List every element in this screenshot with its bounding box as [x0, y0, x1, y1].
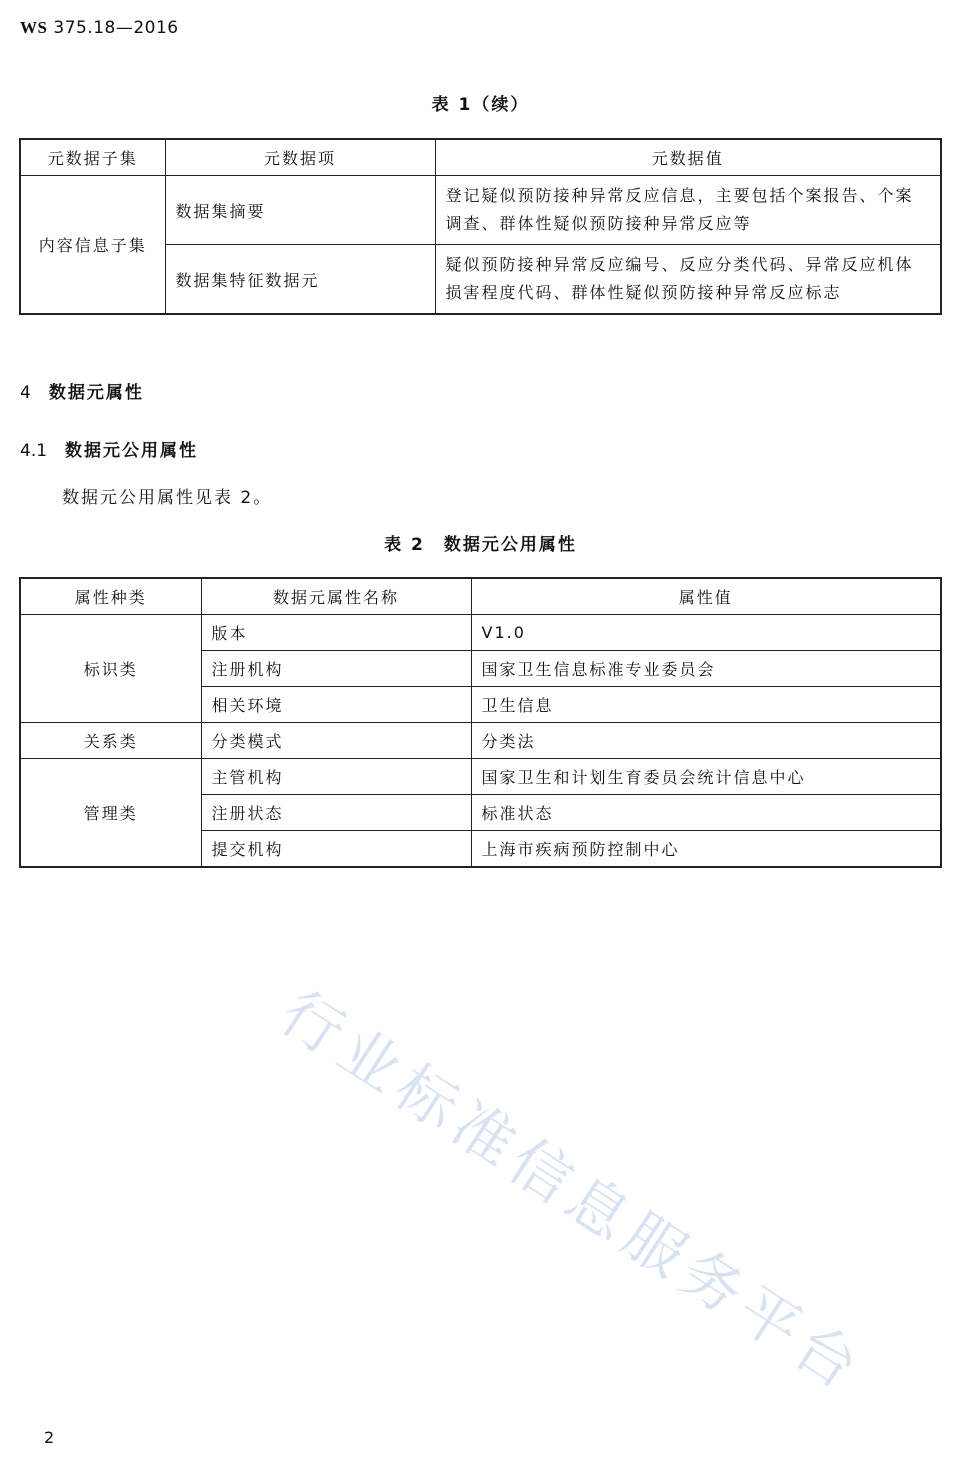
standard-prefix: WS	[20, 18, 48, 37]
section-title: 数据元公用属性	[65, 441, 199, 461]
table1-col-item: 元数据项	[165, 139, 435, 176]
watermark: 行业标准信息服务平台	[268, 977, 877, 1407]
attribute-value-cell: 国家卫生信息标准专业委员会	[471, 651, 941, 687]
table1-value-cell: 登记疑似预防接种异常反应信息，主要包括个案报告、个案调查、群体性疑似预防接种异常反应等	[435, 176, 941, 245]
table-row	[20, 176, 941, 245]
table-row	[20, 759, 941, 795]
table2-col-name: 数据元属性名称	[201, 578, 471, 615]
table2	[19, 577, 942, 868]
attribute-value-cell: V1.0	[471, 615, 941, 651]
table1-value-cell: 疑似预防接种异常反应编号、反应分类代码、异常反应机体损害程度代码、群体性疑似预防接种异常反应标志	[435, 245, 941, 315]
section-number: 4.1	[20, 441, 48, 461]
table-row	[20, 723, 941, 759]
category-cell: 关系类	[20, 723, 201, 759]
table1-col-subset: 元数据子集	[20, 139, 165, 176]
table1	[19, 138, 942, 315]
body-paragraph: 数据元公用属性见表 2。	[62, 488, 273, 508]
attribute-name-cell: 主管机构	[201, 759, 471, 795]
attribute-value-cell: 上海市疾病预防控制中心	[471, 831, 941, 868]
section-4-1-heading	[20, 436, 198, 461]
section-4-heading	[20, 378, 144, 403]
table1-item-cell: 数据集特征数据元	[165, 245, 435, 315]
table2-header-row	[20, 578, 941, 615]
document-header	[20, 18, 179, 38]
table1-header-row	[20, 139, 941, 176]
table1-item-cell: 数据集摘要	[165, 176, 435, 245]
table2-caption: 表 2 数据元公用属性	[384, 535, 577, 555]
attribute-value-cell: 标准状态	[471, 795, 941, 831]
table2-col-category: 属性种类	[20, 578, 201, 615]
attribute-value-cell: 卫生信息	[471, 687, 941, 723]
table1-col-value: 元数据值	[435, 139, 941, 176]
attribute-name-cell: 注册状态	[201, 795, 471, 831]
attribute-name-cell: 注册机构	[201, 651, 471, 687]
attribute-value-cell: 分类法	[471, 723, 941, 759]
attribute-name-cell: 版本	[201, 615, 471, 651]
attribute-name-cell: 相关环境	[201, 687, 471, 723]
attribute-value-cell: 国家卫生和计划生育委员会统计信息中心	[471, 759, 941, 795]
category-cell: 管理类	[20, 759, 201, 868]
attribute-name-cell: 分类模式	[201, 723, 471, 759]
table1-subset-cell: 内容信息子集	[20, 176, 165, 315]
table1-caption: 表 1（续）	[431, 95, 530, 115]
section-number: 4	[20, 383, 31, 403]
table2-col-value: 属性值	[471, 578, 941, 615]
standard-code: 375.18—2016	[53, 18, 179, 38]
page-number: 2	[44, 1428, 55, 1447]
category-cell: 标识类	[20, 615, 201, 723]
section-title: 数据元属性	[48, 383, 144, 403]
attribute-name-cell: 提交机构	[201, 831, 471, 868]
table-row	[20, 615, 941, 651]
